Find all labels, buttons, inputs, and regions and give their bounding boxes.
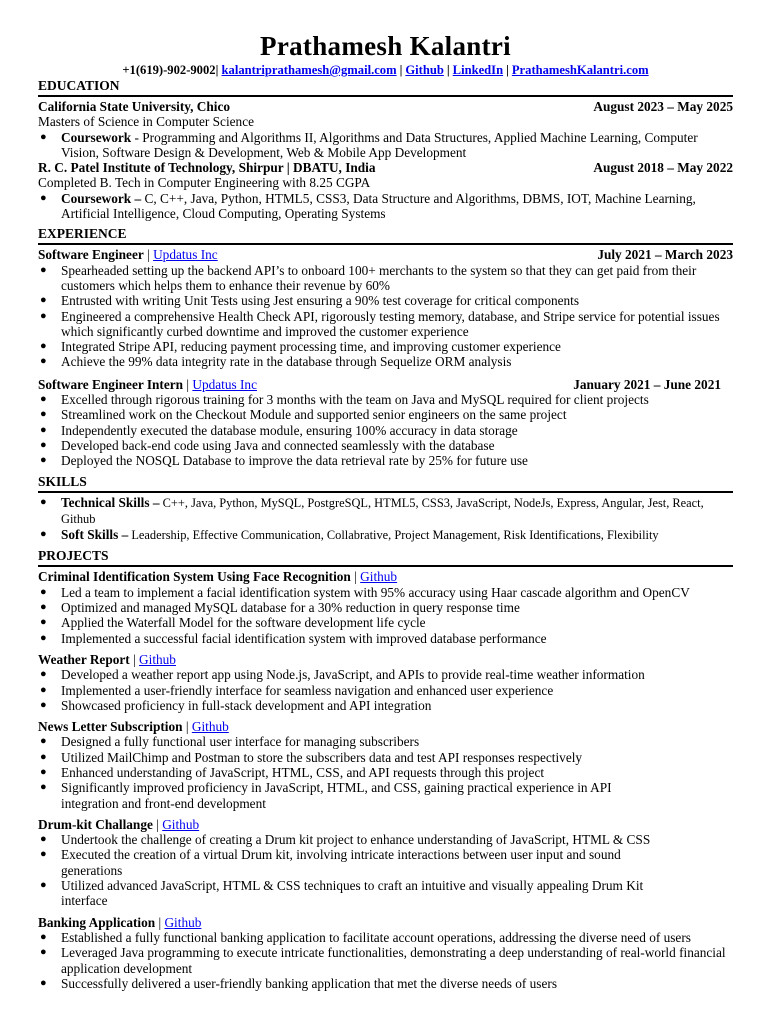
bullet-icon: ●: [40, 616, 47, 629]
coursework-item: [38, 130, 733, 161]
project-bullet: [38, 631, 733, 646]
project-title: News Letter Subscription: [38, 719, 183, 735]
bullet-text: Executed the creation of a virtual Drum kit, involving intricate interactions between user input and sound generations: [61, 847, 621, 878]
bullet-text: Utilized advanced JavaScript, HTML & CSS techniques to craft an intuitive and visually appealing Drum Kit interface: [61, 878, 644, 909]
project-title: Drum-kit Challange: [38, 816, 153, 832]
separator: |: [182, 719, 192, 735]
bullet-text: Excelled through rigorous training for 3 months with the team on Java and MySQL required for client projects: [61, 392, 649, 408]
job-bullet: [38, 293, 733, 308]
bullet-icon: ●: [40, 750, 47, 763]
bullet-text: Entrusted with writing Unit Tests using Jest ensuring a 90% test coverage for critical components: [61, 293, 580, 309]
job-bullet: [38, 438, 733, 453]
project-bullet: [38, 930, 733, 945]
phone-number: +1(619)-902-9002: [122, 63, 216, 77]
bullet-icon: ●: [40, 781, 47, 794]
project-github-link[interactable]: Github: [139, 651, 176, 667]
bullet-icon: ●: [40, 340, 47, 353]
project-entry: [38, 817, 733, 909]
project-bullet: [38, 698, 733, 713]
skill-item-technical: [38, 495, 733, 528]
bullet-text: Deployed the NOSQL Database to improve the data retrieval rate by 25% for future use: [61, 453, 528, 469]
github-link[interactable]: Github: [405, 63, 444, 77]
project-github-link[interactable]: Github: [162, 816, 200, 832]
bullet-icon: ●: [40, 668, 47, 681]
separator: |: [399, 63, 403, 77]
company-link[interactable]: Updatus Inc: [153, 247, 218, 263]
project-github-link[interactable]: Github: [360, 569, 398, 585]
project-bullet: [38, 585, 733, 600]
job-dates: January 2021 – June 2021: [573, 376, 721, 392]
section-heading-skills: SKILLS: [38, 474, 733, 493]
bullet-text: Applied the Waterfall Model for the software development life cycle: [61, 615, 426, 631]
email-link[interactable]: kalantriprathamesh@gmail.com: [221, 63, 397, 77]
education-dates: August 2023 – May 2025: [593, 99, 733, 114]
bullet-icon: ●: [40, 585, 47, 598]
job-bullet: [38, 453, 733, 468]
job-bullet: [38, 423, 733, 438]
bullet-icon: ●: [40, 976, 47, 989]
coursework-item: [38, 191, 733, 222]
project-bullet: [38, 750, 733, 765]
bullet-text: Optimized and managed MySQL database for a 30% reduction in query response time: [61, 600, 520, 616]
coursework-label: Coursework –: [61, 190, 142, 206]
bullet-icon: ●: [40, 423, 47, 436]
bullet-text: Implemented a successful facial identification system with improved database performance: [61, 630, 547, 646]
project-bullet: [38, 615, 733, 630]
bullet-text: Independently executed the database module, ensuring 100% accuracy in data storage: [61, 422, 518, 438]
separator: |: [143, 247, 154, 263]
bullet-text: Implemented a user-friendly interface for seamless navigation and enhanced user experience: [61, 682, 554, 698]
project-github-link[interactable]: Github: [164, 914, 202, 930]
job-title: Software Engineer: [38, 247, 144, 263]
project-bullet: [38, 945, 733, 976]
bullet-icon: ●: [40, 879, 47, 892]
bullet-icon: ●: [40, 683, 47, 696]
project-bullet: [38, 667, 733, 682]
contact-line: [38, 63, 733, 78]
candidate-name: Prathamesh Kalantri: [260, 31, 511, 61]
bullet-icon: ●: [40, 631, 47, 644]
skill-item-soft: [38, 527, 733, 543]
job-bullet: [38, 407, 733, 422]
education-entry: [38, 160, 733, 221]
project-entry: [38, 915, 733, 991]
bullet-text: Led a team to implement a facial identification system with 95% accuracy using Haar cascade algorithm and OpenCV: [61, 584, 690, 600]
bullet-text: Leveraged Java programming to execute intricate functionalities, demonstrating a deep understanding of real-world financial application development: [61, 945, 726, 976]
project-title: Banking Application: [38, 914, 156, 930]
job-bullet: [38, 354, 733, 369]
job-title: Software Engineer Intern: [38, 376, 184, 392]
bullet-icon: ●: [40, 263, 47, 276]
bullet-text: Achieve the 99% data integrity rate in the database through Sequelize ORM analysis: [61, 354, 512, 370]
project-bullet: [38, 683, 733, 698]
separator: |: [350, 569, 361, 585]
project-bullet: [38, 734, 733, 749]
project-bullet: [38, 765, 733, 780]
separator: |: [215, 63, 219, 77]
linkedin-link[interactable]: LinkedIn: [452, 63, 504, 77]
section-heading-education: EDUCATION: [38, 78, 733, 97]
skill-text: C++, Java, Python, MySQL, PostgreSQL, HTML5, CSS3, JavaScript, NodeJs, Express, Angular, Jest, React, Github: [61, 495, 704, 526]
section-heading-experience: EXPERIENCE: [38, 226, 733, 245]
bullet-text: Engineered a comprehensive Health Check API, rigorously testing memory, database, and Stripe service for potential issues which significantly curbed downtime and improved the customer experience: [61, 308, 720, 339]
website-link[interactable]: PrathameshKalantri.com: [511, 63, 649, 77]
education-entry: [38, 99, 733, 160]
degree: Masters of Science in Computer Science: [38, 114, 255, 130]
coursework-text: C, C++, Java, Python, HTML5, CSS3, Data Structure and Algorithms, DBMS, IOT, Machine Learning, Artificial Intelligence, Cloud Computing, Operating Systems: [61, 190, 696, 222]
bullet-text: Developed a weather report app using Node.js, JavaScript, and APIs to provide real-time weather information: [61, 667, 645, 683]
bullet-icon: ●: [40, 495, 47, 508]
separator: |: [152, 816, 163, 832]
bullet-text: Significantly improved proficiency in JavaScript, HTML, and CSS, gaining practical experience in API integration and front-end development: [61, 780, 612, 811]
project-bullet: [38, 832, 733, 847]
bullet-text: Integrated Stripe API, reducing payment processing time, and improving customer experience: [61, 339, 561, 355]
project-title: Weather Report: [38, 651, 130, 667]
separator: |: [446, 63, 450, 77]
job-entry: [38, 247, 733, 369]
skill-label: Soft Skills –: [61, 527, 129, 543]
separator: |: [506, 63, 509, 77]
bullet-icon: ●: [40, 355, 47, 368]
job-bullet: [38, 263, 733, 294]
company-link[interactable]: Updatus Inc: [192, 376, 257, 392]
bullet-icon: ●: [40, 735, 47, 748]
school-name: California State University, Chico: [38, 99, 231, 114]
job-bullet: [38, 309, 733, 340]
bullet-text: Showcased proficiency in full-stack development and API integration: [61, 697, 432, 713]
separator: |: [155, 914, 165, 930]
project-bullet: [38, 976, 733, 991]
project-github-link[interactable]: Github: [191, 719, 229, 735]
bullet-text: Streamlined work on the Checkout Module and supported senior engineers on the same project: [61, 407, 567, 423]
project-bullet: [38, 780, 733, 811]
bullet-icon: ●: [40, 191, 47, 204]
section-heading-projects: PROJECTS: [38, 548, 733, 567]
job-entry: [38, 377, 733, 469]
bullet-icon: ●: [40, 454, 47, 467]
separator: |: [183, 376, 193, 392]
bullet-icon: ●: [40, 698, 47, 711]
bullet-icon: ●: [40, 408, 47, 421]
coursework-label: Coursework: [61, 129, 132, 145]
bullet-icon: ●: [40, 309, 47, 322]
project-bullet: [38, 600, 733, 615]
bullet-icon: ●: [40, 765, 47, 778]
project-entry: [38, 652, 733, 713]
separator: |: [129, 651, 140, 667]
bullet-text: Undertook the challenge of creating a Drum kit project to enhance understanding of JavaScript, HTML & CSS: [61, 832, 651, 848]
bullet-text: Successfully delivered a user-friendly banking application that met the diverse needs of users: [61, 975, 557, 991]
bullet-icon: ●: [40, 528, 47, 541]
bullet-text: Designed a fully functional user interface for managing subscribers: [61, 734, 420, 750]
bullet-text: Enhanced understanding of JavaScript, HTML, CSS, and API requests through this project: [61, 764, 545, 780]
bullet-icon: ●: [40, 930, 47, 943]
project-bullet: [38, 847, 733, 878]
job-dates: July 2021 – March 2023: [597, 247, 733, 263]
bullet-icon: ●: [40, 833, 47, 846]
job-bullet: [38, 392, 733, 407]
bullet-icon: ●: [40, 946, 47, 959]
project-entry: [38, 569, 733, 645]
bullet-icon: ●: [40, 294, 47, 307]
skill-label: Technical Skills –: [61, 494, 160, 510]
bullet-text: Developed back-end code using Java and connected seamlessly with the database: [61, 437, 495, 453]
bullet-text: Established a fully functional banking application to facilitate account operations, addressing the diverse need of users: [61, 929, 691, 945]
job-bullet: [38, 339, 733, 354]
bullet-icon: ●: [40, 438, 47, 451]
bullet-icon: ●: [40, 848, 47, 861]
bullet-text: Utilized MailChimp and Postman to store the subscribers data and test API responses respectively: [61, 749, 583, 765]
degree: Completed B. Tech in Computer Engineering with 8.25 CGPA: [38, 175, 371, 191]
project-bullet: [38, 878, 733, 909]
skill-text: Leadership, Effective Communication, Collabrative, Project Management, Risk Identifications, Flexibility: [128, 528, 659, 543]
project-title: Criminal Identification System Using Face Recognition: [38, 569, 351, 585]
education-dates: August 2018 – May 2022: [593, 160, 733, 176]
resume-page: [38, 30, 733, 991]
school-name: R. C. Patel Institute of Technology, Shirpur | DBATU, India: [38, 160, 376, 176]
project-entry: [38, 719, 733, 811]
coursework-text: - Programming and Algorithms II, Algorithms and Data Structures, Applied Machine Learning, Computer Vision, Software Design & Development, Web & Mobile App Development: [61, 129, 698, 160]
bullet-icon: ●: [40, 130, 47, 143]
bullet-icon: ●: [40, 601, 47, 614]
bullet-icon: ●: [40, 393, 47, 406]
bullet-text: Spearheaded setting up the backend API’s to onboard 100+ merchants to the system so that they can get paid from their customers which helps them to enhance their revenue by 60%: [61, 262, 697, 293]
